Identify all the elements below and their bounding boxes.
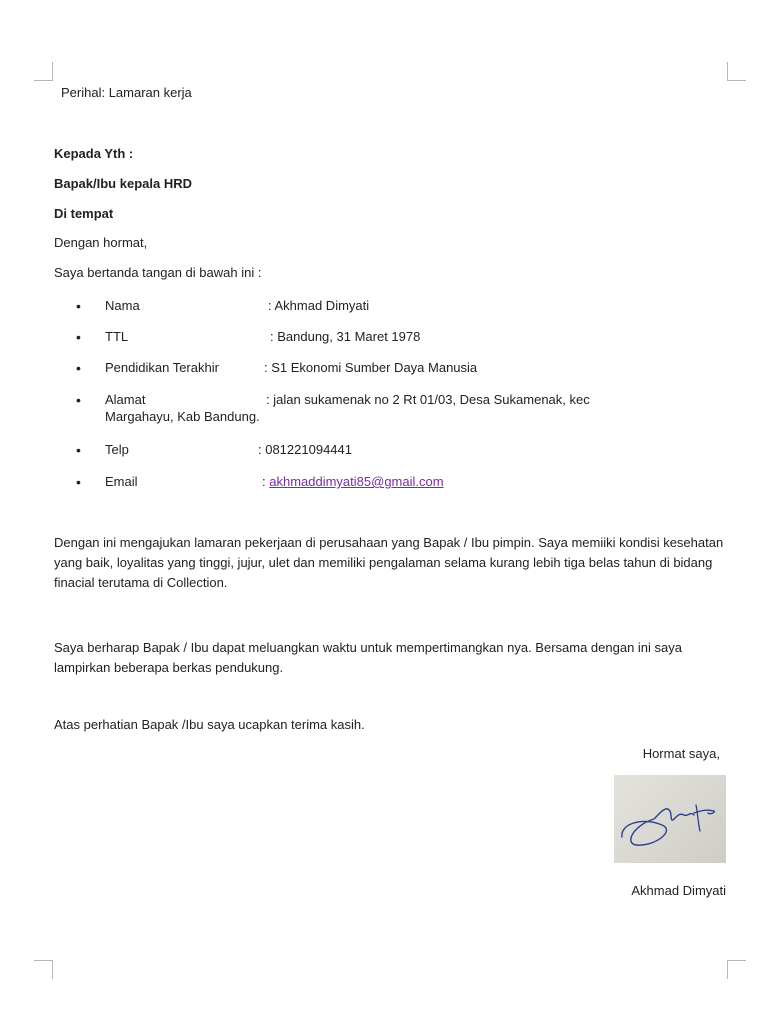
- recipient-line-1: Kepada Yth :: [54, 146, 134, 161]
- detail-item-ttl: [0, 329, 768, 349]
- detail-value: : Akhmad Dimyati: [268, 298, 370, 313]
- signature-image: [614, 775, 726, 863]
- detail-item-email: [0, 474, 768, 494]
- greeting: Dengan hormat,: [54, 235, 148, 250]
- detail-label: Nama: [105, 298, 140, 313]
- bullet: •: [76, 298, 81, 314]
- corner-mark-bottom-right: [727, 960, 746, 979]
- body-paragraph-2: Saya berharap Bapak / Ibu dapat meluangkan waktu untuk mempertimangkan nya. Bersama dengan ini saya lampirkan beberapa berkas pendukung.: [54, 640, 682, 675]
- bullet: •: [76, 329, 81, 345]
- body-paragraph-3: Atas perhatian Bapak /Ibu saya ucapkan terima kasih.: [54, 717, 365, 732]
- corner-mark-bottom-left: [34, 960, 53, 979]
- detail-label: TTL: [105, 329, 129, 344]
- detail-value: : Bandung, 31 Maret 1978: [270, 329, 421, 344]
- letter-subject: Perihal: Lamaran kerja: [61, 85, 192, 100]
- detail-label: Telp: [105, 442, 129, 457]
- detail-item-alamat: [0, 392, 768, 430]
- body-paragraph-1: Dengan ini mengajukan lamaran pekerjaan di perusahaan yang Bapak / Ibu pimpin. Saya memiiki kondisi kesehatan yang baik, loyalitas yang tinggi, jujur, ulet dan memiliki pengalaman selama kurang lebih tiga belas tahun di bidang finacial terutama di Collection.: [54, 535, 724, 590]
- email-prefix: :: [262, 474, 270, 489]
- recipient-line-2: Bapak/Ibu kepala HRD: [54, 176, 192, 191]
- detail-value: : 081221094441: [258, 442, 352, 457]
- detail-value: [262, 474, 444, 489]
- detail-item-telp: [0, 442, 768, 462]
- detail-item-nama: [0, 298, 768, 318]
- recipient-line-3: Di tempat: [54, 206, 114, 221]
- detail-label: Alamat: [105, 392, 146, 407]
- signature-drawing: [614, 775, 726, 863]
- bullet: •: [76, 442, 81, 458]
- bullet: •: [76, 360, 81, 376]
- signer-name: Akhmad Dimyati: [631, 883, 726, 898]
- detail-value: : S1 Ekonomi Sumber Daya Manusia: [264, 360, 478, 375]
- closing-phrase: Hormat saya,: [642, 746, 720, 761]
- bullet: •: [76, 474, 81, 490]
- detail-item-pendidikan: [0, 360, 768, 380]
- corner-mark-top-right: [727, 62, 746, 81]
- corner-mark-top-left: [34, 62, 53, 81]
- detail-value: : jalan sukamenak no 2 Rt 01/03, Desa Sukamenak, kec: [266, 392, 590, 407]
- bullet: •: [76, 392, 81, 408]
- detail-label: Email: [105, 474, 138, 489]
- detail-value-continued: Margahayu, Kab Bandung.: [105, 409, 260, 424]
- email-link[interactable]: akhmaddimyati85@gmail.com: [269, 474, 444, 489]
- intro-line: Saya bertanda tangan di bawah ini :: [54, 265, 262, 280]
- detail-label: Pendidikan Terakhir: [105, 360, 219, 375]
